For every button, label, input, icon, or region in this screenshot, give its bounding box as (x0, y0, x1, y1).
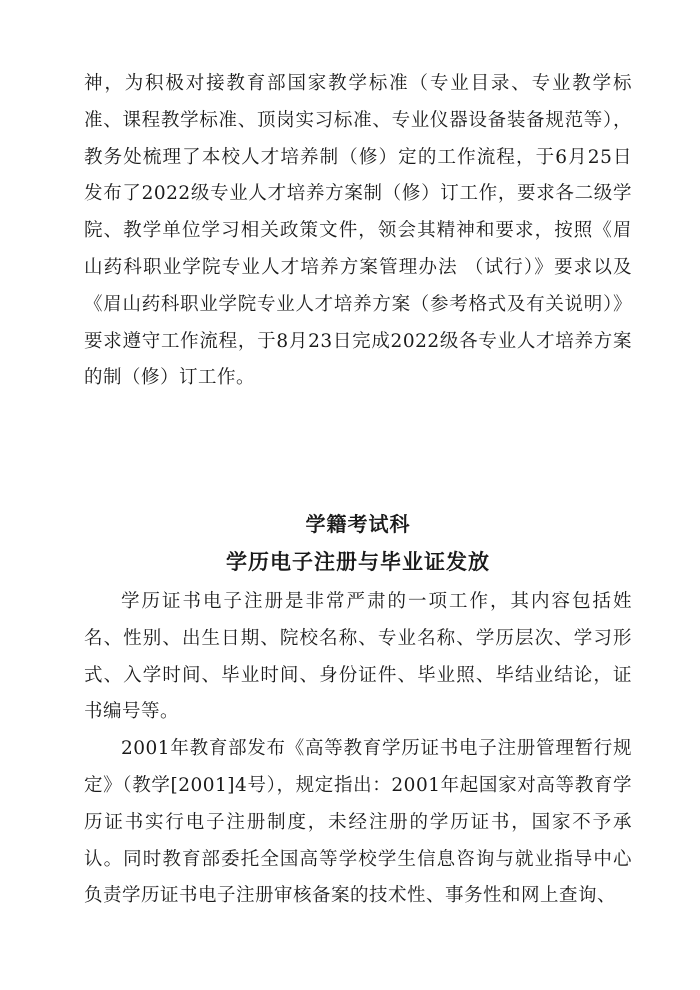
section-two-body (84, 584, 632, 915)
department-heading: 学籍考试科 (305, 512, 411, 536)
section-two-heading (84, 506, 632, 582)
section-one (84, 66, 632, 397)
section-title: 学历电子注册与毕业证发放 (226, 549, 490, 574)
continued-paragraph: 神，为积极对接教育部国家教学标准（专业目录、专业教学标准、课程教学标准、顶岗实习标准、专业仪器设备装备规范等），教务处梳理了本校人才培养制（修）定的工作流程，于6月25日发布了2022级专业人才培养方案制（修）订工作，要求各二级学院、教学单位学习相关政策文件，领会其精神和要求，按照《眉山药科职业学院专业人才培养方案管理办法 （试行）》要求以及《眉山药科职业学院专业人才培养方案（参考格式及有关说明）》要求遵守工作流程，于8月23日完成2022级各专业人才培养方案的制（修）订工作。 (84, 73, 632, 389)
paragraph: 2001年教育部发布《高等教育学历证书电子注册管理暂行规定》（教学[2001]4号），规定指出：2001年起国家对高等教育学历证书实行电子注册制度，未经注册的学历证书，国家不予承认。同时教育部委托全国高等学校学生信息咨询与就业指导中心负责学历证书电子注册审核备案的技术性、事务性和网上查询、 (84, 738, 632, 907)
paragraph: 学历证书电子注册是非常严肃的一项工作，其内容包括姓名、性别、出生日期、院校名称、专业名称、学历层次、学习形式、入学时间、毕业时间、身份证件、毕业照、毕结业结论，证书编号等。 (84, 591, 632, 723)
